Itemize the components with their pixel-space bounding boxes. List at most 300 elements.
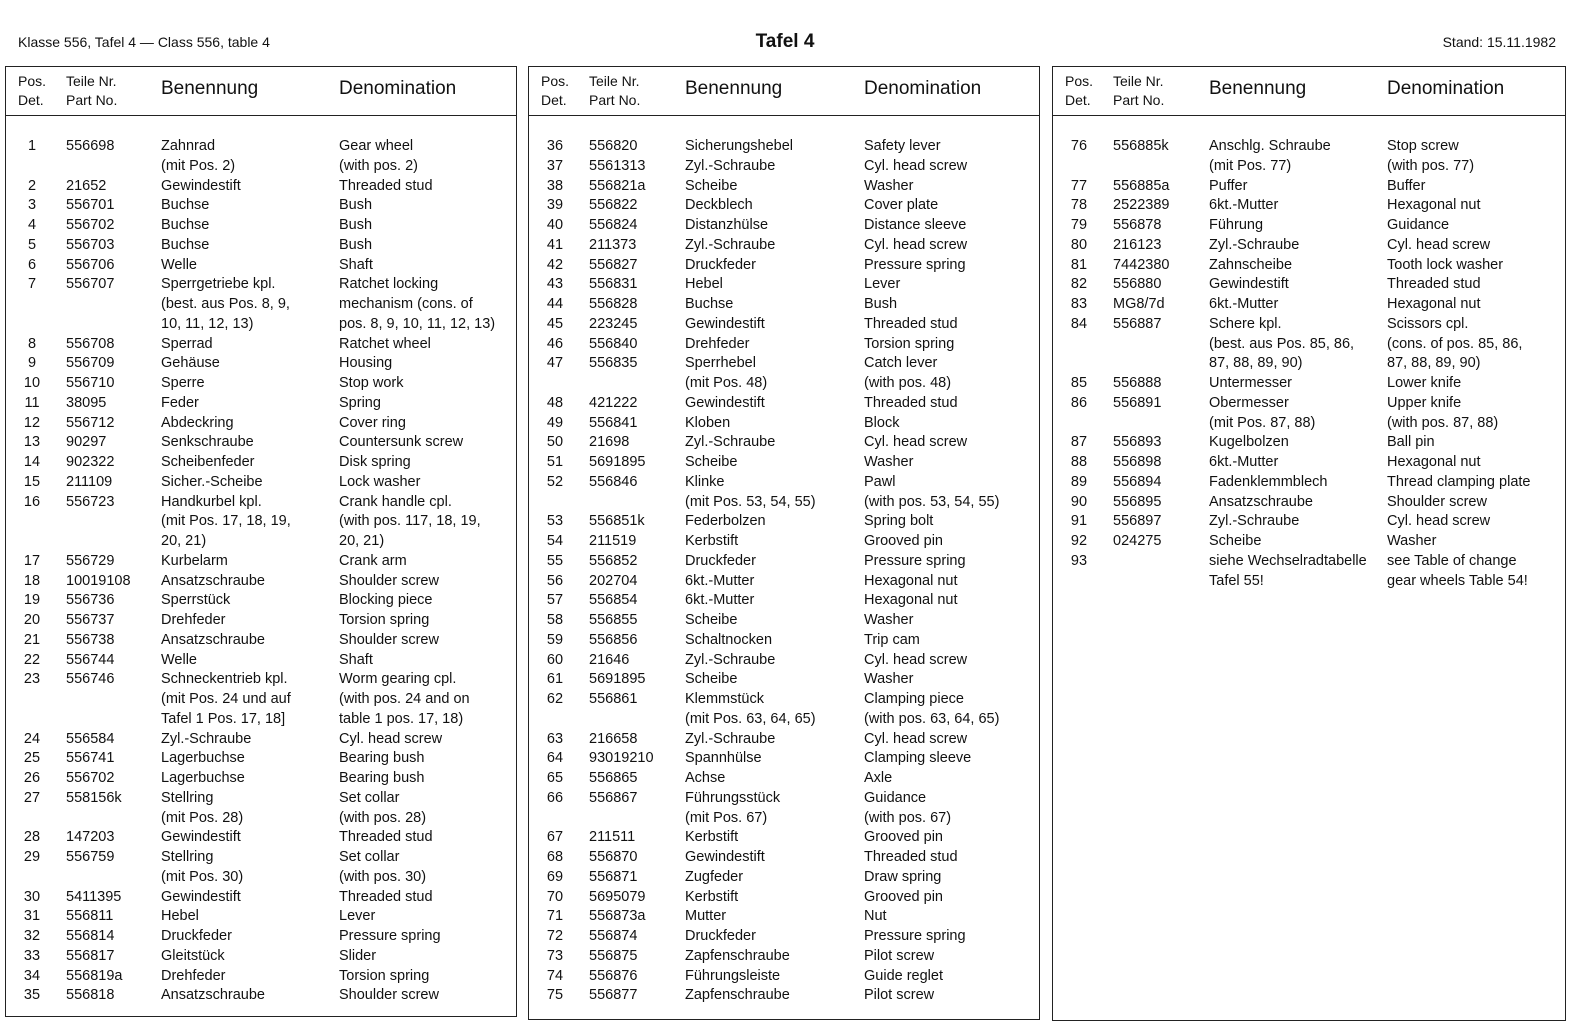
benennung-cell: Drehfeder bbox=[161, 967, 226, 984]
part-number-cell: 556709 bbox=[66, 355, 115, 372]
denomination-cell: Bearing bush bbox=[339, 750, 425, 767]
denomination-cell: Worm gearing cpl. bbox=[339, 671, 457, 688]
table-row bbox=[529, 828, 1039, 848]
table-row bbox=[1053, 354, 1565, 374]
denomination-cell: Shoulder screw bbox=[1387, 493, 1487, 510]
pos-cell: 40 bbox=[546, 217, 564, 233]
denomination-cell: Safety lever bbox=[864, 138, 941, 154]
pos-cell: 9 bbox=[27, 355, 37, 372]
benennung-cell: Stellring bbox=[161, 849, 214, 865]
column-part-header bbox=[66, 72, 117, 110]
column-part-header bbox=[1113, 72, 1164, 110]
table-row bbox=[6, 631, 516, 651]
header-label: Pos. bbox=[1065, 73, 1094, 89]
column-pos-header bbox=[541, 72, 569, 110]
denomination-cell: (with pos. 24 and on bbox=[339, 691, 470, 707]
denomination-cell: (with pos. 77) bbox=[1387, 157, 1475, 174]
part-number-cell: 556854 bbox=[589, 592, 638, 609]
denomination-cell: Countersunk screw bbox=[339, 434, 464, 451]
benennung-cell: Kerbstift bbox=[685, 829, 739, 846]
pos-cell: 16 bbox=[23, 493, 41, 510]
denomination-cell: Bush bbox=[339, 236, 373, 253]
table-row bbox=[529, 986, 1039, 1006]
pos-cell: 69 bbox=[546, 868, 564, 885]
part-number-cell: 556852 bbox=[589, 552, 638, 569]
pos-cell: 47 bbox=[546, 355, 564, 372]
pos-cell: 74 bbox=[546, 967, 564, 984]
part-number-cell: 211519 bbox=[589, 533, 637, 549]
benennung-cell: Kloben bbox=[685, 414, 731, 431]
table-row bbox=[1053, 414, 1565, 434]
denomination-cell: Pressure spring bbox=[339, 928, 441, 944]
part-number-cell: 10019108 bbox=[66, 572, 131, 589]
denomination-cell: Cyl. head screw bbox=[864, 157, 968, 174]
header-label: Part No. bbox=[66, 92, 118, 108]
pos-cell: 45 bbox=[546, 315, 564, 332]
table-row bbox=[6, 967, 516, 987]
pos-cell: 62 bbox=[546, 691, 564, 707]
table-row bbox=[6, 690, 516, 710]
part-number-cell: 556817 bbox=[66, 947, 115, 964]
denomination-cell: mechanism (cons. of bbox=[339, 296, 473, 312]
part-number-cell: 90297 bbox=[66, 434, 107, 451]
table-row bbox=[529, 947, 1039, 967]
denomination-cell: (with pos. 30) bbox=[339, 868, 427, 885]
part-number-cell: 556873a bbox=[589, 908, 646, 925]
denomination-cell: Lever bbox=[339, 908, 376, 925]
part-number-cell: 556856 bbox=[589, 631, 638, 648]
benennung-cell: siehe Wechselradtabelle bbox=[1209, 552, 1367, 569]
denomination-cell: Hexagonal nut bbox=[864, 592, 958, 609]
benennung-cell: 6kt.-Mutter bbox=[1209, 197, 1279, 214]
benennung-cell: Scheibe bbox=[685, 612, 738, 628]
benennung-cell: Führung bbox=[1209, 217, 1264, 233]
pos-cell: 10 bbox=[23, 375, 41, 391]
denomination-cell: Torsion spring bbox=[864, 335, 955, 352]
benennung-cell: 20, 21) bbox=[161, 533, 207, 549]
table-row bbox=[6, 907, 516, 927]
header-label: Benennung bbox=[161, 78, 259, 99]
denomination-cell: Clamping piece bbox=[864, 691, 964, 707]
table-row bbox=[1053, 572, 1565, 592]
table-row bbox=[529, 295, 1039, 315]
benennung-cell: Anschlg. Schraube bbox=[1209, 138, 1331, 154]
table-row bbox=[529, 196, 1039, 216]
part-number-cell: 556885k bbox=[1113, 138, 1169, 154]
denomination-cell: Shaft bbox=[339, 256, 373, 273]
table-row bbox=[1053, 532, 1565, 552]
pos-cell: 38 bbox=[546, 177, 564, 194]
part-number-cell: 556746 bbox=[66, 671, 115, 688]
benennung-cell: Buchse bbox=[161, 217, 210, 233]
table-row bbox=[1053, 177, 1565, 197]
pos-cell: 11 bbox=[24, 394, 40, 411]
column-part-header bbox=[589, 72, 640, 110]
benennung-cell: Drehfeder bbox=[685, 335, 750, 352]
column-benennung-header bbox=[1209, 79, 1306, 98]
part-number-cell: 556827 bbox=[589, 256, 638, 273]
pos-cell: 19 bbox=[23, 592, 41, 609]
table-row bbox=[529, 374, 1039, 394]
denomination-cell: Disk spring bbox=[339, 454, 411, 470]
denomination-cell: Pilot screw bbox=[864, 947, 935, 964]
part-number-cell: 556840 bbox=[589, 335, 638, 352]
part-number-cell: 211511 bbox=[589, 829, 636, 846]
denomination-cell: Hexagonal nut bbox=[1387, 197, 1481, 214]
benennung-cell: Sperrhebel bbox=[685, 355, 756, 372]
header-label: Benennung bbox=[685, 78, 783, 99]
pos-cell: 52 bbox=[546, 473, 564, 490]
part-number-cell: 556729 bbox=[66, 552, 115, 569]
benennung-cell: Ansatzschraube bbox=[161, 572, 265, 589]
table-row bbox=[529, 236, 1039, 256]
part-number-cell: 556702 bbox=[66, 770, 115, 786]
denomination-cell: (with pos. 67) bbox=[864, 809, 952, 826]
table-row bbox=[6, 710, 516, 730]
denomination-cell: (with pos. 53, 54, 55) bbox=[864, 493, 1000, 510]
table-row bbox=[529, 512, 1039, 532]
denomination-cell: Bush bbox=[864, 296, 898, 312]
table-row bbox=[1053, 335, 1565, 355]
table-row bbox=[6, 986, 516, 1006]
table-row bbox=[529, 749, 1039, 769]
part-number-cell: 024275 bbox=[1113, 533, 1162, 549]
benennung-cell: Druckfeder bbox=[685, 552, 756, 569]
parts-table-1 bbox=[5, 66, 517, 1017]
table-row bbox=[6, 591, 516, 611]
benennung-cell: Handkurbel kpl. bbox=[161, 493, 262, 510]
denomination-cell: Hexagonal nut bbox=[864, 572, 958, 589]
part-number-cell: 5411395 bbox=[66, 888, 122, 905]
table-row bbox=[6, 453, 516, 473]
denomination-cell: Cyl. head screw bbox=[1387, 236, 1491, 253]
pos-cell: 15 bbox=[23, 473, 41, 490]
pos-cell: 24 bbox=[23, 730, 41, 747]
benennung-cell: Zyl.-Schraube bbox=[1209, 236, 1300, 253]
benennung-cell: Druckfeder bbox=[685, 928, 756, 944]
pos-cell: 32 bbox=[23, 928, 41, 944]
part-number-cell: 556846 bbox=[589, 473, 638, 490]
header-label: Det. bbox=[541, 92, 567, 108]
pos-cell: 25 bbox=[23, 750, 41, 767]
table-row bbox=[529, 927, 1039, 947]
part-number-cell: 556701 bbox=[66, 197, 115, 214]
benennung-cell: Ansatzschraube bbox=[161, 987, 265, 1004]
part-number-cell: 21646 bbox=[589, 651, 630, 668]
benennung-cell: Obermesser bbox=[1209, 394, 1289, 411]
benennung-cell: Schneckentrieb kpl. bbox=[161, 671, 288, 688]
denomination-cell: Ratchet locking bbox=[339, 276, 439, 293]
table-row bbox=[529, 967, 1039, 987]
pos-cell: 14 bbox=[23, 454, 41, 470]
benennung-cell: Puffer bbox=[1209, 177, 1248, 194]
part-number-cell: 2522389 bbox=[1113, 197, 1170, 214]
benennung-cell: Deckblech bbox=[685, 197, 753, 214]
denomination-cell: Spring bolt bbox=[864, 513, 934, 530]
benennung-cell: Ansatzschraube bbox=[161, 631, 265, 648]
denomination-cell: Crank handle cpl. bbox=[339, 493, 452, 510]
part-number-cell: 211373 bbox=[589, 236, 637, 253]
table-row bbox=[529, 730, 1039, 750]
part-number-cell: 21652 bbox=[66, 177, 107, 194]
benennung-cell: Hebel bbox=[685, 276, 723, 293]
part-number-cell: 556698 bbox=[66, 138, 115, 154]
denomination-cell: Hexagonal nut bbox=[1387, 454, 1481, 470]
table-row bbox=[6, 335, 516, 355]
table-row bbox=[529, 177, 1039, 197]
table-row bbox=[1053, 512, 1565, 532]
pos-cell: 88 bbox=[1070, 454, 1088, 470]
benennung-cell: Kerbstift bbox=[685, 533, 739, 549]
denomination-cell: 87, 88, 89, 90) bbox=[1387, 355, 1481, 372]
benennung-cell: Klemmstück bbox=[685, 691, 764, 707]
header-label: Benennung bbox=[1209, 78, 1307, 99]
denomination-cell: Shoulder screw bbox=[339, 987, 439, 1004]
benennung-cell: Sperrad bbox=[161, 335, 213, 352]
table-row bbox=[6, 749, 516, 769]
denomination-cell: Spring bbox=[339, 394, 381, 411]
pos-cell: 37 bbox=[546, 157, 564, 174]
benennung-cell: Zyl.-Schraube bbox=[685, 730, 776, 747]
part-number-cell: 556703 bbox=[66, 236, 115, 253]
part-number-cell: 556736 bbox=[66, 592, 115, 609]
denomination-cell: Cyl. head screw bbox=[864, 434, 968, 451]
parts-list bbox=[1053, 137, 1565, 591]
pos-cell: 27 bbox=[23, 789, 41, 806]
benennung-cell: Senkschraube bbox=[161, 434, 254, 451]
benennung-cell: Untermesser bbox=[1209, 375, 1292, 391]
denomination-cell: Scissors cpl. bbox=[1387, 315, 1469, 332]
pos-cell: 82 bbox=[1070, 276, 1088, 293]
benennung-cell: Lagerbuchse bbox=[161, 750, 245, 767]
table-row bbox=[6, 730, 516, 750]
table-row bbox=[1053, 256, 1565, 276]
pos-cell: 73 bbox=[546, 947, 564, 964]
denomination-cell: Set collar bbox=[339, 849, 400, 865]
part-number-cell: 556811 bbox=[66, 908, 114, 925]
table-row bbox=[6, 769, 516, 789]
column-benennung-header bbox=[685, 79, 782, 98]
table-row bbox=[1053, 315, 1565, 335]
table-row bbox=[529, 552, 1039, 572]
part-number-cell: 7442380 bbox=[1113, 256, 1170, 273]
denomination-cell: Cyl. head screw bbox=[339, 730, 443, 747]
denomination-cell: Nut bbox=[864, 908, 887, 925]
part-number-cell: 556874 bbox=[589, 928, 638, 944]
table-row bbox=[6, 177, 516, 197]
header-label: Part No. bbox=[1113, 92, 1165, 108]
table-row bbox=[529, 394, 1039, 414]
part-number-cell: 556878 bbox=[1113, 217, 1162, 233]
benennung-cell: Sperrstück bbox=[161, 592, 231, 609]
pos-cell: 78 bbox=[1070, 197, 1088, 214]
column-denomination-header bbox=[339, 79, 456, 98]
pos-cell: 59 bbox=[546, 631, 564, 648]
part-number-cell: 223245 bbox=[589, 315, 638, 332]
benennung-cell: Distanzhülse bbox=[685, 217, 769, 233]
part-number-cell: 202704 bbox=[589, 572, 638, 589]
table-header bbox=[1053, 67, 1565, 116]
pos-cell: 48 bbox=[546, 394, 564, 411]
pos-cell: 21 bbox=[23, 631, 41, 648]
part-number-cell: 556824 bbox=[589, 217, 638, 233]
table-row bbox=[6, 433, 516, 453]
part-number-cell: 556861 bbox=[589, 691, 638, 707]
pos-cell: 33 bbox=[23, 947, 41, 964]
pos-cell: 86 bbox=[1070, 394, 1088, 411]
benennung-cell: Druckfeder bbox=[161, 928, 232, 944]
table-row bbox=[6, 888, 516, 908]
denomination-cell: Washer bbox=[864, 454, 914, 470]
benennung-cell: Buchse bbox=[161, 197, 210, 214]
table-row bbox=[6, 512, 516, 532]
denomination-cell: Block bbox=[864, 414, 900, 431]
benennung-cell: Kugelbolzen bbox=[1209, 434, 1289, 451]
part-number-cell: 556876 bbox=[589, 967, 638, 984]
part-number-cell: 556822 bbox=[589, 197, 638, 214]
denomination-cell: Gear wheel bbox=[339, 138, 414, 154]
benennung-cell: Spannhülse bbox=[685, 750, 762, 767]
denomination-cell: Blocking piece bbox=[339, 592, 433, 609]
denomination-cell: Draw spring bbox=[864, 868, 942, 885]
benennung-cell: Buchse bbox=[685, 296, 734, 312]
column-denomination-header bbox=[1387, 79, 1504, 98]
denomination-cell: Torsion spring bbox=[339, 967, 430, 984]
pos-cell: 65 bbox=[546, 770, 564, 786]
part-number-cell: 556891 bbox=[1113, 394, 1162, 411]
benennung-cell: Drehfeder bbox=[161, 612, 226, 628]
denomination-cell: Shoulder screw bbox=[339, 631, 439, 648]
denomination-cell: Thread clamping plate bbox=[1387, 473, 1531, 490]
pos-cell: 13 bbox=[23, 434, 41, 451]
benennung-cell: Führungsstück bbox=[685, 789, 781, 806]
denomination-cell: Cover plate bbox=[864, 197, 939, 214]
table-row bbox=[6, 552, 516, 572]
header-label: Pos. bbox=[541, 73, 570, 89]
pos-cell: 55 bbox=[546, 552, 564, 569]
denomination-cell: Shoulder screw bbox=[339, 572, 439, 589]
pos-cell: 79 bbox=[1070, 217, 1088, 233]
denomination-cell: Threaded stud bbox=[339, 888, 433, 905]
pos-cell: 64 bbox=[546, 750, 564, 767]
table-row bbox=[529, 335, 1039, 355]
denomination-cell: Lower knife bbox=[1387, 375, 1462, 391]
table-row bbox=[1053, 374, 1565, 394]
part-number-cell: 5695079 bbox=[589, 888, 646, 905]
column-benennung-header bbox=[161, 79, 258, 98]
part-number-cell: 556821a bbox=[589, 177, 646, 194]
benennung-cell: Kerbstift bbox=[685, 888, 739, 905]
benennung-cell: Gewindestift bbox=[1209, 276, 1289, 293]
part-number-cell: 556707 bbox=[66, 276, 115, 293]
part-number-cell: 556851k bbox=[589, 513, 645, 530]
pos-cell: 68 bbox=[546, 849, 564, 865]
denomination-cell: Cyl. head screw bbox=[864, 236, 968, 253]
denomination-cell: Distance sleeve bbox=[864, 217, 967, 233]
table-row bbox=[529, 769, 1039, 789]
denomination-cell: Threaded stud bbox=[864, 315, 958, 332]
pos-cell: 85 bbox=[1070, 375, 1088, 391]
denomination-cell: Axle bbox=[864, 770, 893, 786]
table-row bbox=[6, 295, 516, 315]
pos-cell: 4 bbox=[27, 217, 37, 233]
pos-cell: 91 bbox=[1070, 513, 1088, 530]
part-number-cell: 556875 bbox=[589, 947, 638, 964]
benennung-cell: Schere kpl. bbox=[1209, 315, 1282, 332]
pos-cell: 67 bbox=[546, 829, 564, 846]
denomination-cell: Grooved pin bbox=[864, 533, 943, 549]
benennung-cell: (mit Pos. 28) bbox=[161, 809, 244, 826]
table-row bbox=[6, 256, 516, 276]
part-number-cell: 5691895 bbox=[589, 454, 646, 470]
denomination-cell: (with pos. 87, 88) bbox=[1387, 414, 1499, 431]
benennung-cell: Abdeckring bbox=[161, 414, 234, 431]
pos-cell: 1 bbox=[27, 138, 37, 154]
table-row bbox=[529, 532, 1039, 552]
benennung-cell: Zugfeder bbox=[685, 868, 744, 885]
benennung-cell: (best. aus Pos. 8, 9, bbox=[161, 296, 290, 312]
part-number-cell: 556712 bbox=[66, 414, 115, 431]
denomination-cell: Washer bbox=[864, 671, 914, 688]
denomination-cell: Guidance bbox=[1387, 217, 1450, 233]
benennung-cell: Gewindestift bbox=[685, 394, 765, 411]
denomination-cell: Threaded stud bbox=[339, 177, 433, 194]
benennung-cell: Scheibenfeder bbox=[161, 454, 255, 470]
pos-cell: 93 bbox=[1070, 552, 1088, 569]
table-row bbox=[6, 196, 516, 216]
page-title: Tafel 4 bbox=[755, 31, 815, 52]
pos-cell: 76 bbox=[1070, 138, 1088, 154]
pos-cell: 90 bbox=[1070, 493, 1088, 510]
denomination-cell: (with pos. 117, 18, 19, bbox=[339, 513, 481, 530]
benennung-cell: Tafel 55! bbox=[1209, 572, 1264, 589]
denomination-cell: 20, 21) bbox=[339, 533, 385, 549]
header-label: Denomination bbox=[864, 78, 982, 99]
pos-cell: 20 bbox=[23, 612, 41, 628]
table-row bbox=[6, 611, 516, 631]
part-number-cell: 421222 bbox=[589, 394, 638, 411]
denomination-cell: Threaded stud bbox=[339, 829, 433, 846]
table-row bbox=[529, 868, 1039, 888]
header-label: Pos. bbox=[18, 73, 47, 89]
benennung-cell: Gewindestift bbox=[161, 177, 241, 194]
table-row bbox=[529, 651, 1039, 671]
table-row bbox=[6, 572, 516, 592]
pos-cell: 34 bbox=[23, 967, 41, 984]
denomination-cell: Crank arm bbox=[339, 552, 407, 569]
table-row bbox=[6, 532, 516, 552]
table-row bbox=[1053, 236, 1565, 256]
header-label: Det. bbox=[18, 92, 44, 108]
table-row bbox=[6, 414, 516, 434]
part-number-cell: 556828 bbox=[589, 296, 638, 312]
table-row bbox=[6, 927, 516, 947]
table-row bbox=[6, 670, 516, 690]
denomination-cell: Grooved pin bbox=[864, 888, 943, 905]
part-number-cell: 556894 bbox=[1113, 473, 1162, 490]
benennung-cell: Klinke bbox=[685, 473, 725, 490]
benennung-cell: Scheibe bbox=[1209, 533, 1262, 549]
denomination-cell: Guidance bbox=[864, 789, 927, 806]
table-row bbox=[1053, 453, 1565, 473]
benennung-cell: Mutter bbox=[685, 908, 727, 925]
part-number-cell: 556710 bbox=[66, 375, 115, 391]
pos-cell: 39 bbox=[546, 197, 564, 214]
pos-cell: 70 bbox=[546, 888, 564, 905]
table-row bbox=[529, 473, 1039, 493]
denomination-cell: Ratchet wheel bbox=[339, 335, 431, 352]
denomination-cell: Lever bbox=[864, 276, 901, 293]
